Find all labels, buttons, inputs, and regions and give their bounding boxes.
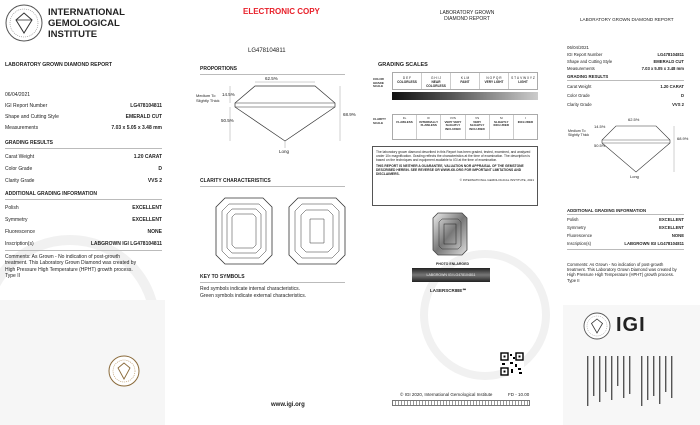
left-additional-row	[5, 229, 162, 235]
right-additional-row	[567, 217, 684, 222]
color-gradient-bar	[392, 92, 538, 100]
color-range: G H I J	[431, 76, 441, 80]
divider	[5, 148, 162, 149]
field-value: VVS 2	[672, 102, 684, 107]
clarity-plot-pavilion	[288, 197, 346, 265]
color-range: S T U V W X Y Z	[511, 76, 535, 80]
left-field-row	[5, 114, 162, 120]
field-label: Measurements	[567, 66, 595, 71]
inscription-photo	[412, 268, 490, 282]
emerald-cut-bottom-icon	[288, 197, 346, 265]
left-additional-row	[5, 241, 162, 247]
key-line-2: Green symbols indicate external characteristics.	[200, 293, 307, 299]
clarity-heading: CLARITY CHARACTERISTICS	[200, 178, 271, 184]
culet-label: Long	[279, 149, 290, 154]
field-value: D	[680, 93, 684, 98]
clarity-grade: VVS	[449, 116, 456, 120]
clarity-name: VERY SLIGHTLY INCLUDED	[469, 119, 485, 131]
field-value: 1.20 CARAT	[660, 84, 684, 89]
notice-text: THIS REPORT IS NEITHER A GUARANTEE, VALUATION NOR APPRAISAL OF THE GEMSTONE DESCRIBED HEREIN. SEE REVERSE OR WWW.IGI.ORG FOR IMPORTANT LIMITATIONS AND DISCLAIMERS.	[376, 164, 524, 176]
institute-name	[48, 7, 125, 40]
field-label: IGI Report Number	[567, 52, 603, 57]
right-depth-percent: 68.9%	[677, 136, 689, 141]
security-strip	[392, 400, 530, 406]
divider	[200, 74, 345, 75]
institute-line-3: INSTITUTE	[48, 29, 98, 40]
divider	[5, 250, 162, 251]
color-name: FAINT	[460, 80, 470, 84]
right-pavilion-percent: 50.5%	[594, 143, 606, 148]
field-label: Carat Weight	[567, 84, 592, 89]
field-value: EXCELLENT	[659, 217, 684, 222]
field-value: LG478104811	[657, 52, 684, 57]
field-label: Shape and Cutting Style	[5, 114, 59, 120]
left-grading-heading: GRADING RESULTS	[5, 140, 53, 146]
divider	[200, 282, 345, 283]
left-report-heading: LABORATORY GROWN DIAMOND REPORT	[5, 62, 113, 68]
right-additional-row	[567, 225, 684, 230]
left-additional-row	[5, 217, 162, 223]
field-value: LABGROWN IGI LG478104811	[624, 241, 684, 246]
igi-wordmark: IGI	[616, 314, 646, 336]
field-value: EMERALD CUT	[653, 59, 684, 64]
right-igi-logo	[583, 312, 611, 340]
right-grading-heading: GRADING RESULTS	[567, 74, 609, 79]
field-value: 7.03 x 5.05 x 3.48 mm	[111, 125, 162, 131]
report-title-line-2: DIAMOND REPORT	[444, 16, 490, 22]
right-field-row	[567, 59, 684, 64]
laserscribe-label: LASERSCRIBE℠	[430, 288, 467, 293]
clarity-scale	[392, 114, 538, 140]
divider	[5, 199, 162, 200]
field-label: Polish	[5, 205, 19, 211]
right-girdle-label: Medium To Slightly Thick	[568, 129, 590, 138]
proportions-diagram-svg	[200, 76, 360, 156]
color-name: LIGHT	[518, 80, 528, 84]
clarity-name: FLAWLESS	[396, 119, 413, 124]
report-title	[427, 10, 507, 22]
igi-seal-icon	[583, 312, 611, 340]
field-label: Shape and Cutting Style	[567, 59, 613, 64]
key-line-1: Red symbols indicate internal characteristics.	[200, 286, 301, 292]
left-additional-row	[5, 205, 162, 211]
electronic-copy-label: ELECTRONIC COPY	[243, 7, 320, 16]
left-comments: Comments: As Grown - No indication of post-growth treatment. This Laboratory Grown Diamond was created by High Pressure High Temperature (HPHT) growth process. Type II	[5, 254, 137, 279]
disclaimer-text: The laboratory grown diamond described in this Report has been graded, tested, examined, and analyzed under 10x magnification. Grading reflects the characteristics at the time of examination. The description is based on the techniques and equipment available to IGI at the time of examination.	[376, 150, 531, 162]
photo-label: PHOTO ENLARGED	[436, 262, 469, 266]
field-label: Measurements	[5, 125, 39, 131]
color-range: D E F	[402, 76, 412, 80]
field-value: D	[158, 166, 162, 172]
bottom-seal	[108, 355, 140, 387]
color-name: VERY LIGHT	[484, 80, 504, 84]
proportions-diagram	[200, 76, 360, 156]
left-additional-heading: ADDITIONAL GRADING INFORMATION	[5, 191, 98, 197]
clarity-name: VERY VERY SLIGHTLY INCLUDED	[444, 119, 462, 131]
disclaimer-box	[372, 146, 538, 206]
field-label: Fluorescence	[567, 233, 593, 238]
field-label: Color Grade	[567, 93, 590, 98]
clarity-grade: I	[525, 116, 526, 120]
inscription-text: LABGROWN IGI LG478104811	[426, 273, 476, 277]
divider	[567, 214, 684, 215]
divider	[567, 80, 684, 81]
field-label: Symmetry	[567, 225, 586, 230]
right-additional-heading: ADDITIONAL GRADING INFORMATION	[567, 208, 647, 213]
right-grading-row	[567, 102, 684, 107]
field-label: Clarity Grade	[5, 178, 35, 184]
field-value: VVS 2	[147, 178, 162, 184]
field-value: LG478104811	[130, 103, 162, 109]
institute-line-2: GEMOLOGICAL	[48, 18, 120, 29]
copyright-small: © INTERNATIONAL GEMOLOGICAL INSTITUTE, 2021	[459, 178, 534, 182]
clarity-plot-crown	[215, 197, 273, 265]
website: www.igi.org	[271, 402, 305, 408]
diamond-photo-icon	[432, 212, 468, 256]
right-field-row	[567, 52, 684, 57]
field-value: EXCELLENT	[659, 225, 684, 230]
field-value: LABGROWN IGI LG478104811	[90, 241, 162, 247]
field-value: NONE	[147, 229, 162, 235]
color-name: COLORLESS	[397, 80, 417, 84]
field-label: Clarity Grade	[567, 102, 592, 107]
clarity-name: INTERNALLY FLAWLESS	[419, 119, 439, 128]
field-label: Fluorescence	[5, 229, 36, 235]
scales-heading: GRADING SCALES	[378, 62, 428, 68]
footer-copyright: © IGI 2020, International Gemological Institute	[400, 392, 493, 397]
field-label: IGI Report Number	[5, 103, 48, 109]
clarity-scale-label: CLARITY SCALE	[373, 117, 386, 125]
left-grading-row	[5, 178, 162, 184]
clarity-grade: SI	[499, 116, 503, 120]
qr-code	[500, 352, 524, 376]
clarity-name: SLIGHTLY INCLUDED	[493, 119, 510, 128]
depth-percent: 68.9%	[343, 112, 356, 117]
igi-seal-icon	[5, 4, 43, 42]
clarity-grade: FL	[402, 116, 407, 120]
color-name: NEAR COLORLESS	[426, 80, 446, 88]
mini-report-graphic	[583, 352, 679, 410]
field-label: Symmetry	[5, 217, 28, 223]
right-additional-row	[567, 233, 684, 238]
color-scale	[392, 72, 538, 110]
institute-line-1: INTERNATIONAL	[48, 7, 125, 18]
field-value: EMERALD CUT	[125, 114, 162, 120]
gray-band	[0, 300, 165, 425]
divider	[567, 249, 684, 250]
middle-report-number: LG478104811	[248, 48, 286, 54]
right-field-row	[567, 66, 684, 71]
right-header: LABORATORY GROWN DIAMOND REPORT	[580, 17, 674, 22]
clarity-grade: VS	[475, 116, 480, 120]
right-culet-label: Long	[630, 174, 639, 179]
qr-code-icon	[500, 352, 524, 376]
footer-code: FD - 10.00	[508, 392, 530, 397]
clarity-grade: IF	[427, 116, 431, 120]
key-heading: KEY TO SYMBOLS	[200, 274, 245, 280]
field-value: 1.20 CARAT	[133, 154, 162, 160]
report-title-line-1: LABORATORY GROWN	[439, 10, 495, 16]
field-label: Color Grade	[5, 166, 33, 172]
field-value: NONE	[671, 233, 684, 238]
igi-logo	[5, 4, 43, 42]
table-percent: 62.5%	[265, 76, 278, 81]
left-grading-row	[5, 154, 162, 160]
right-table-percent: 62.5%	[628, 117, 640, 122]
left-date: 06/04/2021	[5, 92, 31, 98]
right-grading-row	[567, 93, 684, 98]
girdle-label: Medium To Slightly Thick	[196, 93, 220, 103]
field-value: EXCELLENT	[132, 217, 162, 223]
clarity-name: INCLUDED	[517, 119, 534, 124]
left-field-row	[5, 103, 162, 109]
divider	[200, 186, 345, 187]
left-field-row	[5, 125, 162, 131]
right-comments: Comments: As Grown - No indication of post-growth treatment. This Laboratory Grown Diamond was created by High Pressure High Temperature (HPHT) growth process. Type II	[567, 262, 677, 283]
field-label: Polish	[567, 217, 579, 222]
field-value: EXCELLENT	[132, 205, 162, 211]
field-label: Inscription(s)	[567, 241, 591, 246]
color-range: K L M	[460, 76, 470, 80]
emerald-cut-top-icon	[215, 197, 273, 265]
right-crown-percent: 14.5%	[594, 124, 606, 129]
color-range: N O P Q R	[486, 76, 502, 80]
left-grading-row	[5, 166, 162, 172]
diamond-photo	[432, 212, 468, 256]
field-label: Inscription(s)	[5, 241, 34, 247]
right-grading-row	[567, 84, 684, 89]
field-value: 7.03 x 5.05 x 3.48 mm	[641, 66, 684, 71]
rotated-mini-report	[583, 352, 679, 410]
color-scale-label: COLOR GRADE SCALE	[373, 77, 384, 89]
pavilion-percent: 50.5%	[221, 118, 234, 123]
proportions-heading: PROPORTIONS	[200, 66, 237, 72]
crown-percent: 14.5%	[222, 92, 235, 97]
right-date: 06/04/2021	[567, 45, 589, 50]
igi-seal-icon	[108, 355, 140, 387]
right-additional-row	[567, 241, 684, 246]
field-label: Carat Weight	[5, 154, 35, 160]
